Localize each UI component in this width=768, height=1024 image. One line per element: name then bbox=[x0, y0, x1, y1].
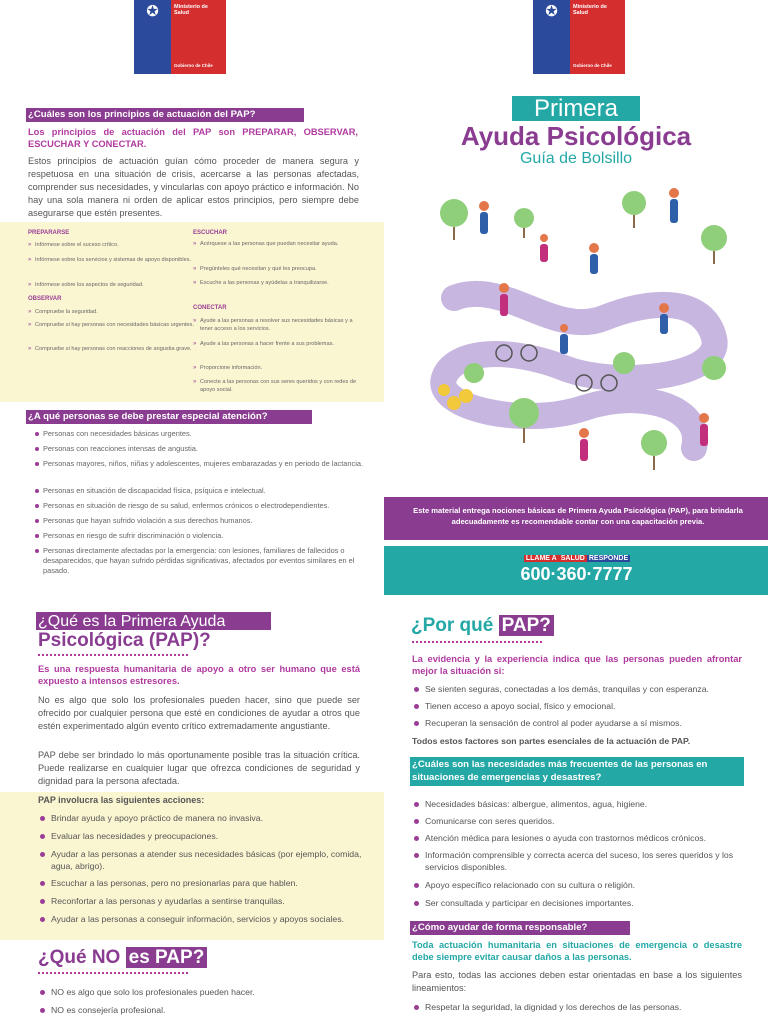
logo-ministry-text: Ministerio de Salud bbox=[174, 4, 208, 16]
dotted-divider bbox=[38, 654, 188, 656]
observar-item: » Compruebe si hay personas con reacciones de angustia grave. bbox=[28, 346, 195, 354]
preparar-item: » Infórmese sobre el suceso crítico. bbox=[28, 242, 195, 250]
heading-necesidades: ¿Cuáles son las necesidades más frecuentes de las personas en situaciones de emergencias y desastres? bbox=[410, 757, 744, 786]
necesidad-item: Ser consultada y participar en decisiones importantes. bbox=[412, 897, 755, 909]
body-que-es-2: PAP debe ser brindado lo más oportunamente posible tras la situación crítica. Puede realizarse en cualquier lugar que ofrezca condiciones de seguridad y dignidad para la persona afectada. bbox=[38, 750, 360, 786]
accion-item: Escuchar a las personas, pero no presionarlas para que hablen. bbox=[38, 877, 371, 889]
atencion-item: Personas que hayan sufrido violación a sus derechos humanos. bbox=[34, 516, 368, 526]
body-responsable: Para esto, todas las acciones deben estar orientadas en base a los siguientes lineamientos: bbox=[412, 970, 742, 993]
por-que-closing: Todos estos factores son partes esenciales de la actuación de PAP. bbox=[412, 736, 691, 746]
lead-principios: Los principios de actuación del PAP son PREPARAR, OBSERVAR, ESCUCHAR Y CONECTAR. bbox=[28, 127, 358, 149]
conectar-item: » Conecte a las personas con sus seres queridos y con redes de apoyo social. bbox=[193, 379, 366, 394]
heading-no-es-b: es PAP? bbox=[126, 947, 208, 968]
accion-item: Ayudar a las personas a conseguir información, servicios y apoyos sociales. bbox=[38, 913, 371, 925]
atencion-item: Personas mayores, niños, niñas y adolescentes, mujeres embarazadas y en periodo de lactancia. bbox=[34, 459, 368, 469]
conectar-item: » Proporcione información. bbox=[193, 365, 366, 373]
lead-por-que: La evidencia y la experiencia indica que las personas pueden afrontar mejor la situación si: bbox=[412, 654, 742, 676]
necesidad-item: Atención médica para lesiones o ayuda con trastornos médicos crónicos. bbox=[412, 832, 755, 844]
necesidad-item: Apoyo específico relacionado con su cultura o religión. bbox=[412, 879, 755, 891]
panel-que-es bbox=[0, 595, 384, 1024]
heading-que-es-line2: Psicológica (PAP)? bbox=[38, 630, 211, 651]
body-principios: Estos principios de actuación guían cómo proceder de manera segura y respetuosa en una situación de crisis, acercarse a las personas afectadas, comprender sus necesidades, y vincularlas con apoyo práctico e información. No hay una sola manera ni orden de aplicar estos principios, pero siempre debe asegurarse que estén presentes. bbox=[28, 156, 359, 218]
por-que-item: Tienen acceso a apoyo social, físico y emocional. bbox=[412, 700, 755, 712]
accion-item: Brindar ayuda y apoyo práctico de manera no invasiva. bbox=[38, 812, 371, 824]
chile-coat-of-arms-icon: ✪ bbox=[545, 3, 558, 20]
heading-responsable: ¿Cómo ayudar de forma responsable? bbox=[410, 921, 630, 935]
heading-por-que-a: ¿Por qué bbox=[411, 615, 494, 636]
hotline-brand-c: RESPONDE bbox=[588, 555, 629, 562]
observar-item: » Compruebe si hay personas con necesidades básicas urgentes. bbox=[28, 322, 195, 330]
panel-por-que bbox=[384, 595, 768, 1024]
heading-no-es-a: ¿Qué NO bbox=[38, 947, 121, 968]
no-es-item: NO es algo que solo los profesionales pueden hacer. bbox=[38, 986, 371, 998]
label-escuchar: ESCUCHAR bbox=[193, 230, 228, 236]
dotted-divider bbox=[412, 641, 542, 643]
atencion-item: Personas en situación de discapacidad física, psíquica e intelectual. bbox=[34, 486, 368, 496]
people-in-park-illustration bbox=[414, 178, 754, 490]
ministerio-logo bbox=[134, 0, 226, 74]
conectar-item: » Ayude a las personas a hacer frente a sus problemas. bbox=[193, 341, 366, 349]
label-preparar: PREPARARSE bbox=[28, 230, 70, 236]
responsable-item: Respetar la seguridad, la dignidad y los derechos de las personas. bbox=[412, 1001, 755, 1013]
acciones-title: PAP involucra las siguientes acciones: bbox=[38, 795, 205, 805]
no-es-item: NO es consejería profesional. bbox=[38, 1004, 371, 1016]
logo-government-text: Gobierno de Chile bbox=[573, 63, 612, 68]
ministerio-logo bbox=[533, 0, 625, 74]
heading-atencion: ¿A qué personas se debe prestar especial atención? bbox=[26, 410, 312, 424]
por-que-item: Se sienten seguras, conectadas a los demás, tranquilas y con esperanza. bbox=[412, 683, 755, 695]
preparar-item: » Infórmese sobre los aspectos de seguridad. bbox=[28, 282, 195, 290]
atencion-item: Personas con necesidades básicas urgentes. bbox=[34, 429, 368, 439]
observar-item: » Compruebe la seguridad. bbox=[28, 309, 195, 317]
atencion-item: Personas con reacciones intensas de angustia. bbox=[34, 444, 368, 454]
logo-ministry-text: Ministerio de Salud bbox=[573, 4, 607, 16]
atencion-item: Personas directamente afectadas por la emergencia: con lesiones, familiares de fallecidos o desaparecidos, que hayan sufrido pérdidas significativas, afectados por eventos similares en el pasado. bbox=[34, 546, 368, 576]
por-que-item: Recuperan la sensación de control al poder ayudarse a sí mismos. bbox=[412, 717, 755, 729]
escuchar-item: » Acérquese a las personas que puedan necesitar ayuda. bbox=[193, 241, 366, 249]
cover-note: Este material entrega nociones básicas de Primera Ayuda Psicológica (PAP), para brindarla adecuadamente es recomendable contar con una capacitación previa. bbox=[413, 506, 743, 526]
heading-no-es bbox=[38, 947, 207, 969]
dotted-divider bbox=[38, 972, 188, 974]
body-que-es-1: No es algo que solo los profesionales pueden hacer, sino que puede ser ofrecido por cualquier persona que esté en condiciones de ayudar a otros que estén experimentado algún evento crítico extremadamente angustiante. bbox=[38, 695, 360, 731]
chile-coat-of-arms-icon: ✪ bbox=[146, 3, 159, 20]
heading-principios: ¿Cuáles son los principios de actuación del PAP? bbox=[26, 108, 304, 122]
escuchar-item: » Pregúnteles qué necesitan y qué les preocupa. bbox=[193, 266, 366, 274]
cover-title-main: Ayuda Psicológica bbox=[460, 121, 692, 151]
necesidad-item: Comunicarse con seres queridos. bbox=[412, 815, 755, 827]
panel-principios bbox=[0, 0, 384, 595]
cover-subtitle: Guía de Bolsillo bbox=[519, 150, 633, 167]
hotline-brand-a: LLAME A bbox=[525, 555, 557, 562]
heading-que-es-line1: ¿Qué es la Primera Ayuda bbox=[36, 612, 271, 630]
lead-responsable: Toda actuación humanitaria en situaciones de emergencia o desastre debe siempre evitar causar daños a las personas. bbox=[412, 940, 742, 962]
hotline-brand-b: SALUD bbox=[560, 555, 585, 562]
necesidad-item: Información comprensible y correcta acerca del suceso, los seres queridos y los servicios disponibles. bbox=[412, 849, 755, 873]
accion-item: Reconfortar a las personas y ayudarlas a sentirse tranquilas. bbox=[38, 895, 371, 907]
label-observar: OBSERVAR bbox=[28, 296, 62, 302]
lead-que-es: Es una respuesta humanitaria de apoyo a otro ser humano que está expuesto a intensos estresores. bbox=[38, 664, 360, 686]
conectar-item: » Ayude a las personas a resolver sus necesidades básicas y a tener acceso a los servicios. bbox=[193, 318, 366, 333]
necesidad-item: Necesidades básicas: albergue, alimentos, agua, higiene. bbox=[412, 798, 755, 810]
panel-cover bbox=[384, 0, 768, 595]
label-conectar: CONECTAR bbox=[193, 305, 227, 311]
preparar-item: » Infórmese sobre los servicios y sistemas de apoyo disponibles. bbox=[28, 257, 195, 265]
atencion-item: Personas en situación de riesgo de su salud, enfermos crónicos o electrodependientes. bbox=[34, 501, 368, 511]
hotline-phone[interactable]: 600·360·7777 bbox=[520, 564, 633, 584]
escuchar-item: » Escuche a las personas y ayúdelas a tranquilizarse. bbox=[193, 280, 366, 288]
accion-item: Ayudar a las personas a atender sus necesidades básicas (por ejemplo, comida, agua, abrigo). bbox=[38, 848, 371, 872]
heading-por-que bbox=[411, 615, 554, 637]
logo-government-text: Gobierno de Chile bbox=[174, 63, 213, 68]
accion-item: Evaluar las necesidades y preocupaciones. bbox=[38, 830, 371, 842]
cover-title-primera: Primera bbox=[512, 96, 640, 121]
atencion-item: Personas en riesgo de sufrir discriminación o violencia. bbox=[34, 531, 368, 541]
heading-por-que-b: PAP? bbox=[499, 615, 554, 636]
